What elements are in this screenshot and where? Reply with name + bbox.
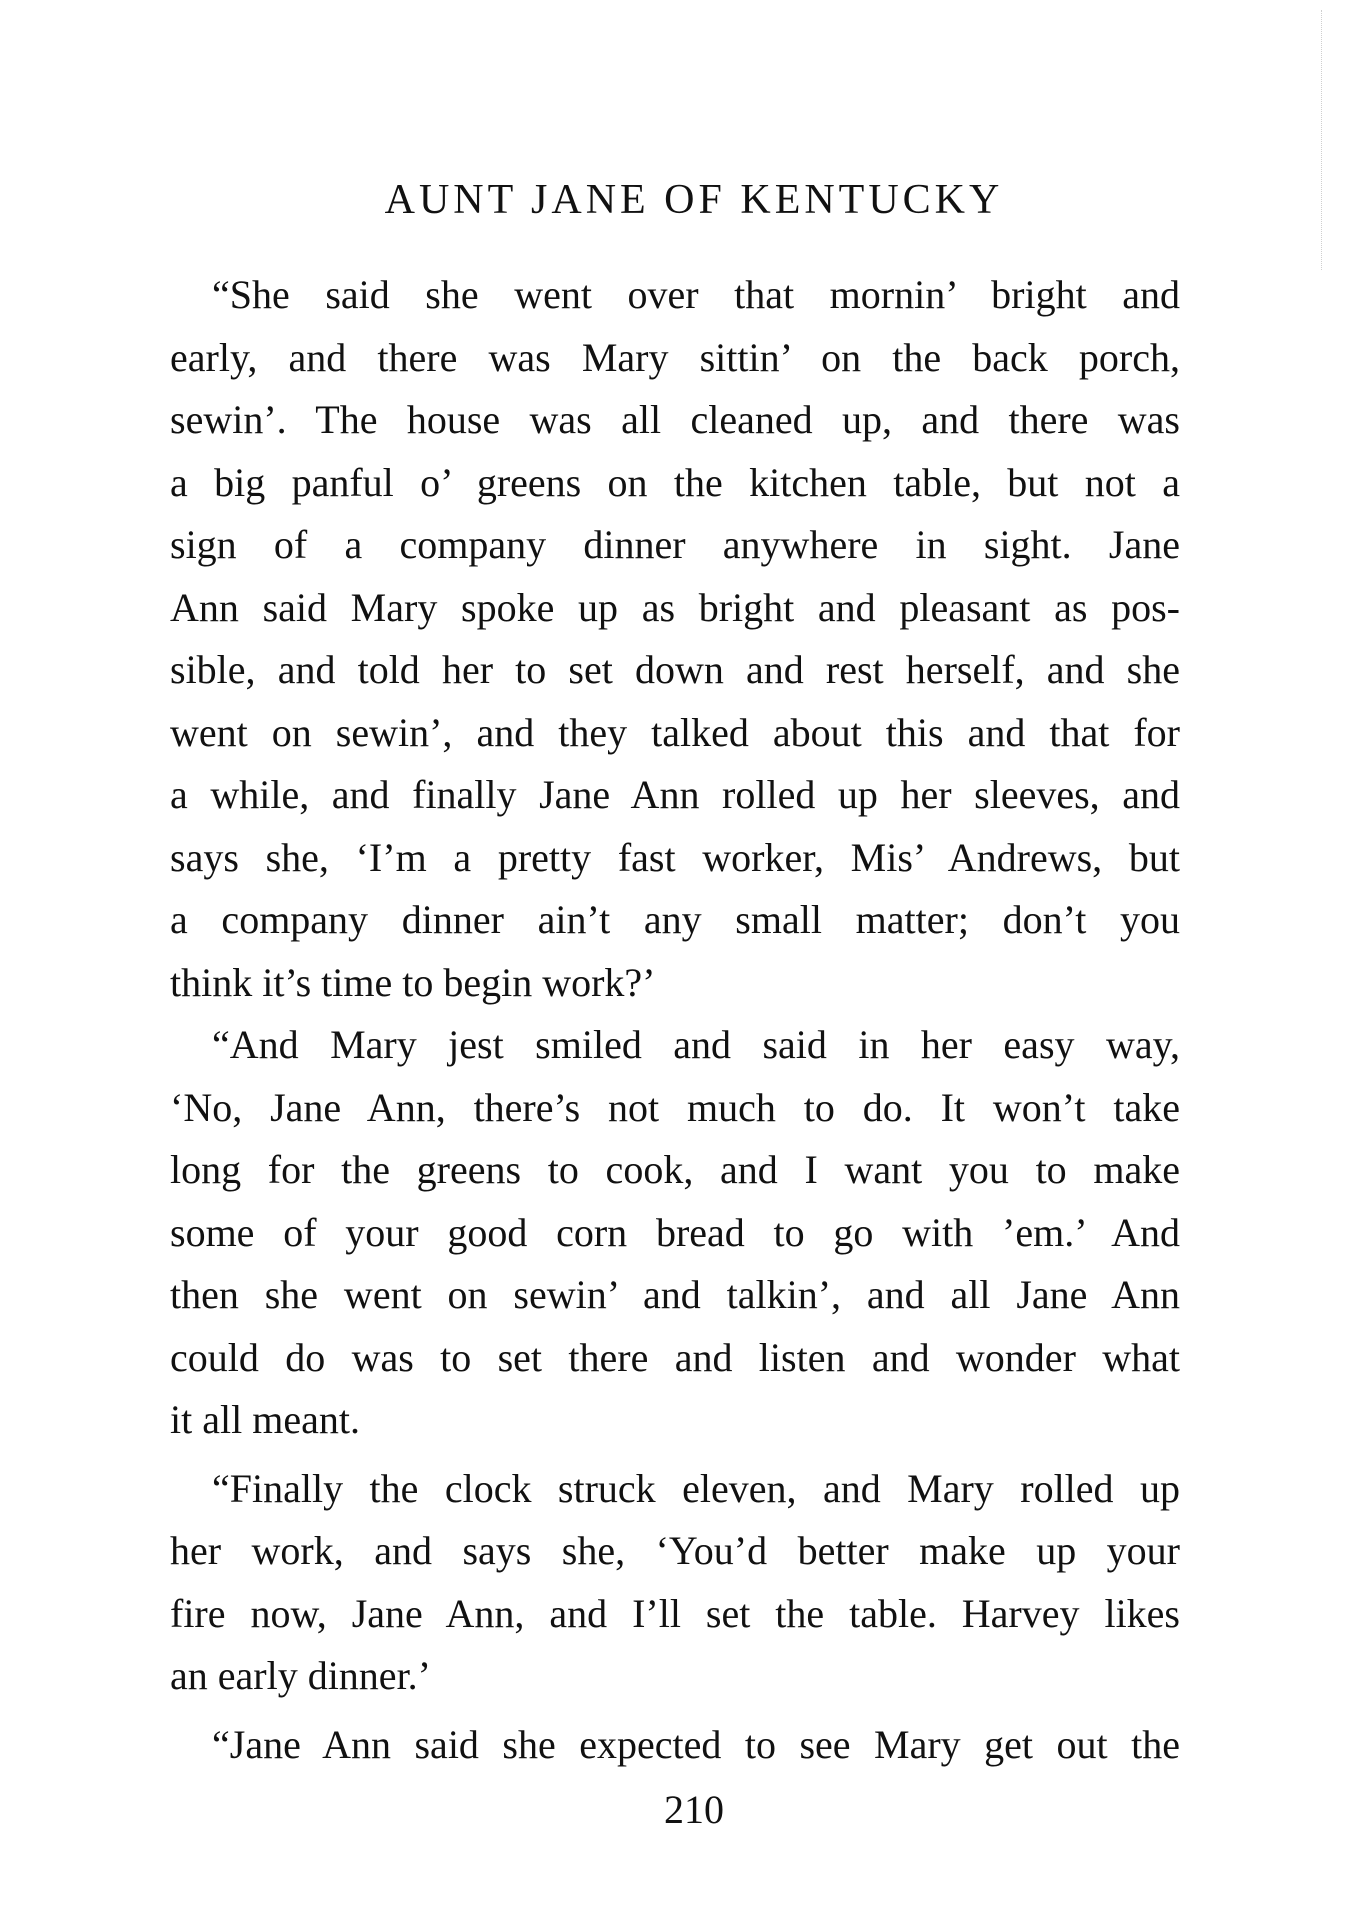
text-line: could do was to set there and listen and wonder what	[170, 1334, 1180, 1380]
text-line: a while, and finally Jane Ann rolled up her sleeves, and	[170, 772, 1180, 817]
running-head: AUNT JANE OF KENTUCKY	[384, 177, 1004, 223]
text-line: went on sewin’, and they talked about this and that for	[170, 709, 1180, 755]
text-line: “She said she went over that mornin’ bright and	[212, 272, 1180, 317]
text-line: a company dinner ain’t any small matter; don’t you	[170, 897, 1180, 942]
text-line: sewin’. The house was all cleaned up, and there was	[170, 397, 1180, 442]
text-line: fire now, Jane Ann, and I’ll set the table. Harvey likes	[170, 1590, 1180, 1636]
paragraph-2	[170, 1014, 1180, 1452]
text-line: sign of a company dinner anywhere in sight. Jane	[170, 522, 1180, 567]
text-line: says she, ‘I’m a pretty fast worker, Mis’ Andrews, but	[170, 834, 1180, 880]
text-line: “And Mary jest smiled and said in her easy way,	[212, 1022, 1180, 1067]
text-line: long for the greens to cook, and I want you to make	[170, 1147, 1180, 1192]
text-line: ‘No, Jane Ann, there’s not much to do. It won’t take	[170, 1084, 1180, 1130]
paragraph-4	[170, 1714, 1180, 1777]
text-line: her work, and says she, ‘You’d better make up your	[170, 1528, 1180, 1573]
text-line: an early dinner.’	[170, 1653, 431, 1698]
text-line: some of your good corn bread to go with ’em.’ And	[170, 1209, 1180, 1255]
paragraph-3	[170, 1458, 1180, 1708]
text-line: then she went on sewin’ and talkin’, and all Jane Ann	[170, 1272, 1180, 1317]
paragraph-1	[170, 264, 1180, 1014]
body-text	[170, 264, 1180, 1776]
page-edge-marks	[1317, 10, 1322, 270]
text-line: Ann said Mary spoke up as bright and pleasant as pos-	[170, 584, 1180, 630]
text-line: it all meant.	[170, 1397, 360, 1442]
text-line: a big panful o’ greens on the kitchen table, but not a	[170, 459, 1180, 505]
text-line: sible, and told her to set down and rest herself, and she	[170, 647, 1180, 692]
text-line: early, and there was Mary sittin’ on the back porch,	[170, 334, 1180, 380]
text-line: “Jane Ann said she expected to see Mary get out the	[212, 1721, 1180, 1767]
text-line: “Finally the clock struck eleven, and Mary rolled up	[212, 1465, 1180, 1511]
text-line: think it’s time to begin work?’	[170, 959, 656, 1005]
page-number: 210	[664, 1787, 724, 1832]
